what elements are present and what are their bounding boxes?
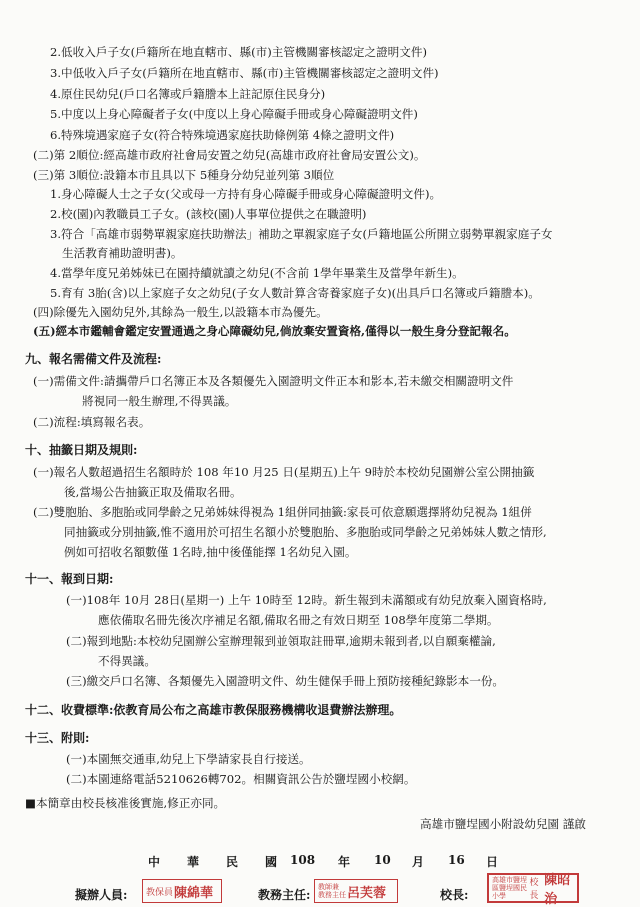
director-label: 教務主任: xyxy=(258,888,311,902)
stamp-org: 高雄市鹽埕 區鹽埕國民小學 xyxy=(492,876,527,900)
text-line: (二)報到地點:本校幼兒園辦公室辦理報到並領取註冊單,逾期未報到者,以自願棄權論, xyxy=(66,634,496,648)
date-part: 16 xyxy=(448,853,465,867)
text-line: 4.當學年度兄弟姊妹已在園持續就讀之幼兒(不含前 1學年畢業生及當學年新生)。 xyxy=(50,266,464,280)
date-part: 中 xyxy=(148,855,161,869)
text-line: 將視同一般生辦理,不得異議。 xyxy=(82,394,237,408)
text-line: (一)108年 10月 28日(星期一) 上午 10時至 12時。新生報到未滿額或有幼兒放棄入園資格時, xyxy=(66,593,547,607)
stamp-name: 呂芙蓉 xyxy=(347,885,387,901)
stamp-name: 陳綿華 xyxy=(174,885,214,901)
text-line: (二)雙胞胎、多胞胎或同學齡之兄弟姊妹得視為 1組併同抽籤:家長可依意願選擇將幼兒視為 1組併 xyxy=(33,505,532,519)
principal-label: 校長: xyxy=(440,888,469,902)
section-heading: 九、報名需備文件及流程: xyxy=(25,352,162,366)
text-line: 例如可招收名額數僅 1名時,抽中後僅能擇 1名幼兒入園。 xyxy=(64,545,357,559)
text-line: 3.符合「高雄市弱勢單親家庭扶助辦法」補助之單親家庭子女(戶籍地區公所開立弱勢單親家庭子女 xyxy=(50,227,553,241)
preparer-stamp xyxy=(142,879,222,903)
text-line: (三)第 3順位:設籍本市且具以下 5種身分幼兒並列第 3順位 xyxy=(33,168,335,182)
text-line: 後,當場公告抽籤正取及備取名冊。 xyxy=(64,485,242,499)
text-line: 6.特殊境遇家庭子女(符合特殊境遇家庭扶助條例第 4條之證明文件) xyxy=(50,128,395,142)
text-line: (一)報名人數超過招生名額時於 108 年10 月25 日(星期五)上午 9時於本校幼兒園辦公室公開抽籤 xyxy=(33,465,535,479)
text-line: (五)經本市鑑輔會鑑定安置通過之身心障礙幼兒,倘放棄安置資格,僅得以一般生身分登記報名。 xyxy=(33,324,516,338)
text-line: 4.原住民幼兒(戶口名簿或戶籍謄本上註記原住民身分) xyxy=(50,87,326,101)
text-line: 生活教育補助證明書)。 xyxy=(62,246,183,260)
text-line: (二)流程:填寫報名表。 xyxy=(33,415,151,429)
stamp-title: 教保員 xyxy=(146,887,174,898)
text-line: 3.中低收入戶子女(戶籍所在地直轄市、縣(市)主管機關審核認定之證明文件) xyxy=(50,66,439,80)
date-part: 10 xyxy=(374,853,391,867)
signature-org: 高雄市鹽埕國小附設幼兒園 謹啟 xyxy=(420,817,586,831)
date-part: 月 xyxy=(412,855,425,869)
section-heading: 十二、收費標準:依教育局公布之高雄市教保服務機構收退費辦法辦理。 xyxy=(25,703,402,717)
text-line: 5.育有 3胎(含)以上家庭子女之幼兒(子女人數計算含寄養家庭子女)(出具戶口名簿或戶籍謄本)。 xyxy=(50,286,540,300)
text-line: (二)第 2順位:經高雄市政府社會局安置之幼兒(高雄市政府社會局安置公文)。 xyxy=(33,148,426,162)
principal-stamp xyxy=(487,873,579,907)
stamp-name: 陳昭治 xyxy=(544,873,571,907)
text-line: (一)本園無交通車,幼兒上下學請家長自行接送。 xyxy=(66,752,311,766)
date-part: 民 xyxy=(226,855,239,869)
text-line: 5.中度以上身心障礙者子女(中度以上身心障礙手冊或身心障礙證明文件) xyxy=(50,107,418,121)
stamp-title: 校長 xyxy=(529,878,539,901)
text-line: 應依備取名冊先後次序補足名額,備取名冊之有效日期至 108學年度第二學期。 xyxy=(98,613,499,627)
text-line: 同抽籤或分別抽籤,惟不適用於可招生名額小於雙胞胎、多胞胎或同學齡之兄弟姊妹人數之情形, xyxy=(64,525,547,539)
date-part: 華 xyxy=(187,855,200,869)
text-line: (一)需備文件:請攜帶戶口名簿正本及各類優先入園證明文件正本和影本,若未繳交相關證明文件 xyxy=(33,374,514,388)
text-line: ■本簡章由校長核准後實施,修正亦同。 xyxy=(25,796,226,810)
text-line: 1.身心障礙人士之子女(父或母一方持有身心障礙手冊或身心障礙證明文件)。 xyxy=(50,187,442,201)
date-part: 國 xyxy=(265,855,278,869)
text-line: (二)本園連絡電話5210626轉702。相關資訊公告於鹽埕國小校網。 xyxy=(66,772,416,786)
text-line: (三)繳交戶口名簿、各類優先入園證明文件、幼生健保手冊上預防接種紀錄影本一份。 xyxy=(66,674,505,688)
text-line: 2.低收入戶子女(戶籍所在地直轄市、縣(市)主管機關審核認定之證明文件) xyxy=(50,45,427,59)
date-part: 108 xyxy=(290,853,316,867)
preparer-label: 擬辦人員: xyxy=(75,888,128,902)
section-heading: 十三、附則: xyxy=(25,731,90,745)
text-line: 不得異議。 xyxy=(98,654,156,668)
text-line: 2.校(園)內教職員工子女。(該校(園)人事單位提供之在職證明) xyxy=(50,207,367,221)
section-heading: 十、抽籤日期及規則: xyxy=(25,443,138,457)
text-line: (四)除優先入園幼兒外,其餘為一般生,以設籍本市為優先。 xyxy=(33,305,328,319)
director-stamp xyxy=(314,879,398,903)
date-part: 日 xyxy=(486,855,499,869)
stamp-title: 教師兼 教務主任 xyxy=(318,883,346,899)
section-heading: 十一、報到日期: xyxy=(25,572,114,586)
date-part: 年 xyxy=(338,855,351,869)
